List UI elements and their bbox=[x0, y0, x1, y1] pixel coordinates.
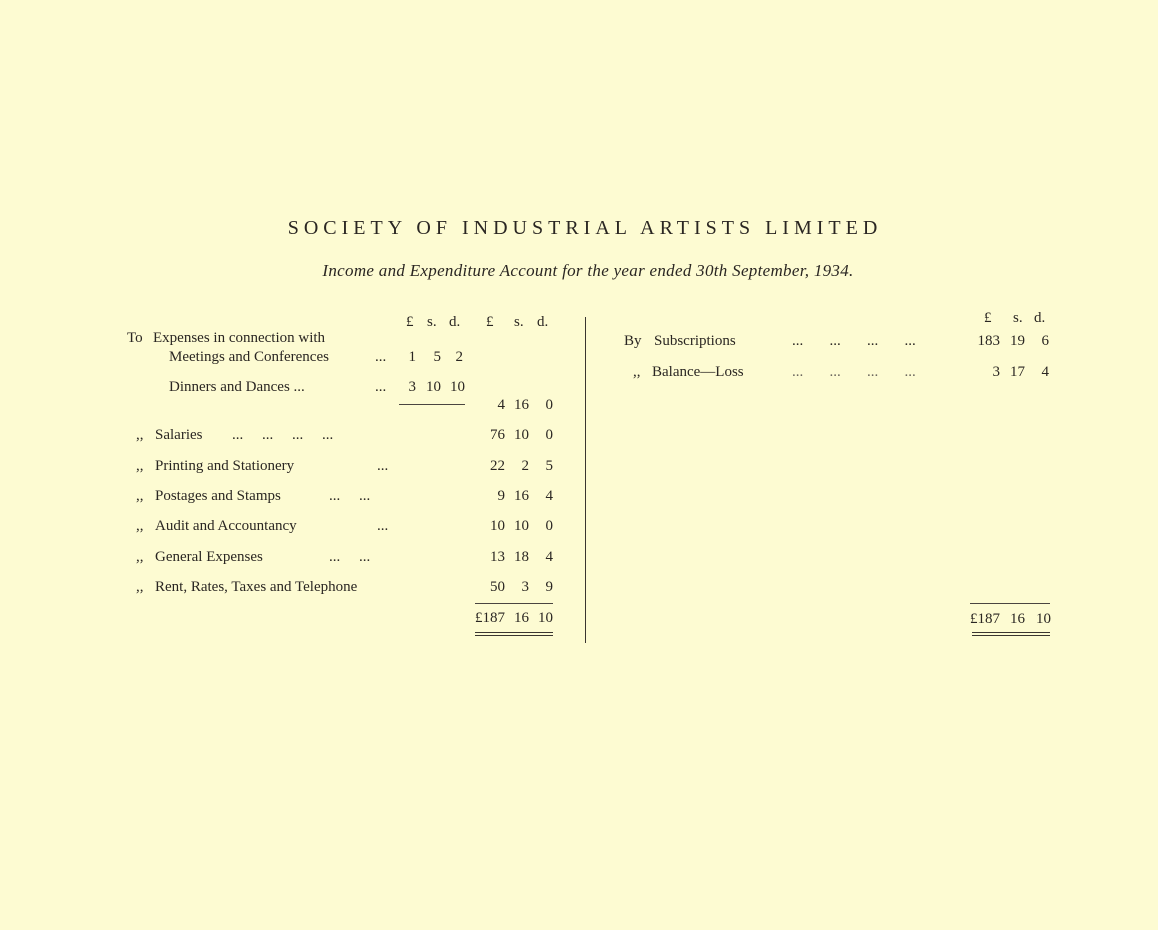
salaries-shillings: 10 bbox=[514, 427, 529, 443]
dinners-pounds: 3 bbox=[408, 379, 416, 395]
expenses-subtotal-pence: 0 bbox=[545, 397, 553, 413]
general-shillings: 18 bbox=[514, 549, 529, 565]
balance-prefix: ,, bbox=[633, 364, 641, 380]
rent-pence: 9 bbox=[545, 579, 553, 595]
salaries-pounds: 76 bbox=[490, 427, 505, 443]
audit-pence: 0 bbox=[545, 518, 553, 534]
document-subtitle: Income and Expenditure Account for the year ended 30th September, 1934. bbox=[322, 261, 854, 280]
subscriptions-dots: ... ... ... ... bbox=[792, 333, 916, 349]
audit-prefix: ,, bbox=[136, 518, 144, 534]
printing-shillings: 2 bbox=[521, 458, 529, 474]
expenses-prefix: To bbox=[127, 330, 143, 346]
postages-label: Postages and Stamps bbox=[155, 488, 281, 504]
printing-pounds: 22 bbox=[490, 458, 505, 474]
balance-shillings: 17 bbox=[1010, 364, 1025, 380]
salaries-dots: ... ... ... ... bbox=[232, 427, 334, 443]
expenses-label: Expenses in connection with bbox=[153, 330, 326, 346]
postages-dots: ... ... bbox=[329, 488, 371, 504]
subtotal-rule bbox=[399, 404, 465, 405]
expenses-subtotal-pounds: 4 bbox=[497, 397, 505, 413]
subscriptions-label: Subscriptions bbox=[654, 333, 736, 349]
printing-dots: ... bbox=[377, 458, 389, 474]
outer-pounds-header: £ bbox=[486, 314, 494, 330]
general-prefix: ,, bbox=[136, 549, 144, 565]
general-label: General Expenses bbox=[155, 549, 263, 565]
outer-pence-header: d. bbox=[537, 314, 549, 330]
postages-pounds: 9 bbox=[497, 488, 505, 504]
expenditure-total-double-rule bbox=[475, 632, 553, 636]
general-pence: 4 bbox=[545, 549, 553, 565]
inner-pence-header: d. bbox=[449, 314, 461, 330]
subscriptions-prefix: By bbox=[624, 333, 642, 349]
column-divider bbox=[585, 317, 586, 643]
rent-shillings: 3 bbox=[521, 579, 529, 595]
subscriptions-pence: 6 bbox=[1041, 333, 1049, 349]
income-total-pounds: £187 bbox=[970, 611, 1000, 627]
meetings-dots: ... bbox=[375, 349, 387, 365]
dinners-shillings: 10 bbox=[426, 379, 441, 395]
printing-label: Printing and Stationery bbox=[155, 458, 295, 474]
audit-label: Audit and Accountancy bbox=[155, 518, 297, 534]
inner-pounds-header: £ bbox=[406, 314, 414, 330]
outer-shillings-header: s. bbox=[514, 314, 524, 330]
rent-pounds: 50 bbox=[490, 579, 505, 595]
subscriptions-shillings: 19 bbox=[1010, 333, 1025, 349]
printing-prefix: ,, bbox=[136, 458, 144, 474]
balance-pounds: 3 bbox=[992, 364, 1000, 380]
salaries-pence: 0 bbox=[545, 427, 553, 443]
inner-shillings-header: s. bbox=[427, 314, 437, 330]
postages-shillings: 16 bbox=[514, 488, 529, 504]
rent-label: Rent, Rates, Taxes and Telephone bbox=[155, 579, 358, 595]
meetings-label: Meetings and Conferences bbox=[169, 349, 329, 365]
income-shillings-header: s. bbox=[1013, 310, 1023, 326]
postages-prefix: ,, bbox=[136, 488, 144, 504]
audit-pounds: 10 bbox=[490, 518, 505, 534]
salaries-prefix: ,, bbox=[136, 427, 144, 443]
meetings-pence: 2 bbox=[455, 349, 463, 365]
balance-label: Balance—Loss bbox=[652, 364, 744, 380]
expenditure-total-pounds: £187 bbox=[475, 610, 505, 626]
expenditure-total-pence: 10 bbox=[538, 610, 553, 626]
document-title: SOCIETY OF INDUSTRIAL ARTISTS LIMITED bbox=[287, 217, 883, 239]
meetings-pounds: 1 bbox=[408, 349, 416, 365]
audit-dots: ... bbox=[377, 518, 389, 534]
income-total-shillings: 16 bbox=[1010, 611, 1025, 627]
income-total-pence: 10 bbox=[1036, 611, 1051, 627]
general-dots: ... ... bbox=[329, 549, 371, 565]
printing-pence: 5 bbox=[545, 458, 553, 474]
expenses-subtotal-shillings: 16 bbox=[514, 397, 529, 413]
income-pounds-header: £ bbox=[984, 310, 992, 326]
expenditure-total-rule bbox=[475, 603, 553, 604]
postages-pence: 4 bbox=[545, 488, 553, 504]
income-total-rule bbox=[970, 603, 1050, 604]
expenditure-total-shillings: 16 bbox=[514, 610, 529, 626]
dinners-pence: 10 bbox=[450, 379, 465, 395]
balance-pence: 4 bbox=[1041, 364, 1049, 380]
general-pounds: 13 bbox=[490, 549, 505, 565]
dinners-dots: ... bbox=[375, 379, 387, 395]
salaries-label: Salaries bbox=[155, 427, 203, 443]
audit-shillings: 10 bbox=[514, 518, 529, 534]
rent-prefix: ,, bbox=[136, 579, 144, 595]
balance-dots: ... ... ... ... bbox=[792, 364, 916, 380]
income-pence-header: d. bbox=[1034, 310, 1046, 326]
income-total-double-rule bbox=[972, 632, 1050, 636]
subscriptions-pounds: 183 bbox=[977, 333, 1000, 349]
dinners-label: Dinners and Dances ... bbox=[169, 379, 305, 395]
meetings-shillings: 5 bbox=[433, 349, 441, 365]
